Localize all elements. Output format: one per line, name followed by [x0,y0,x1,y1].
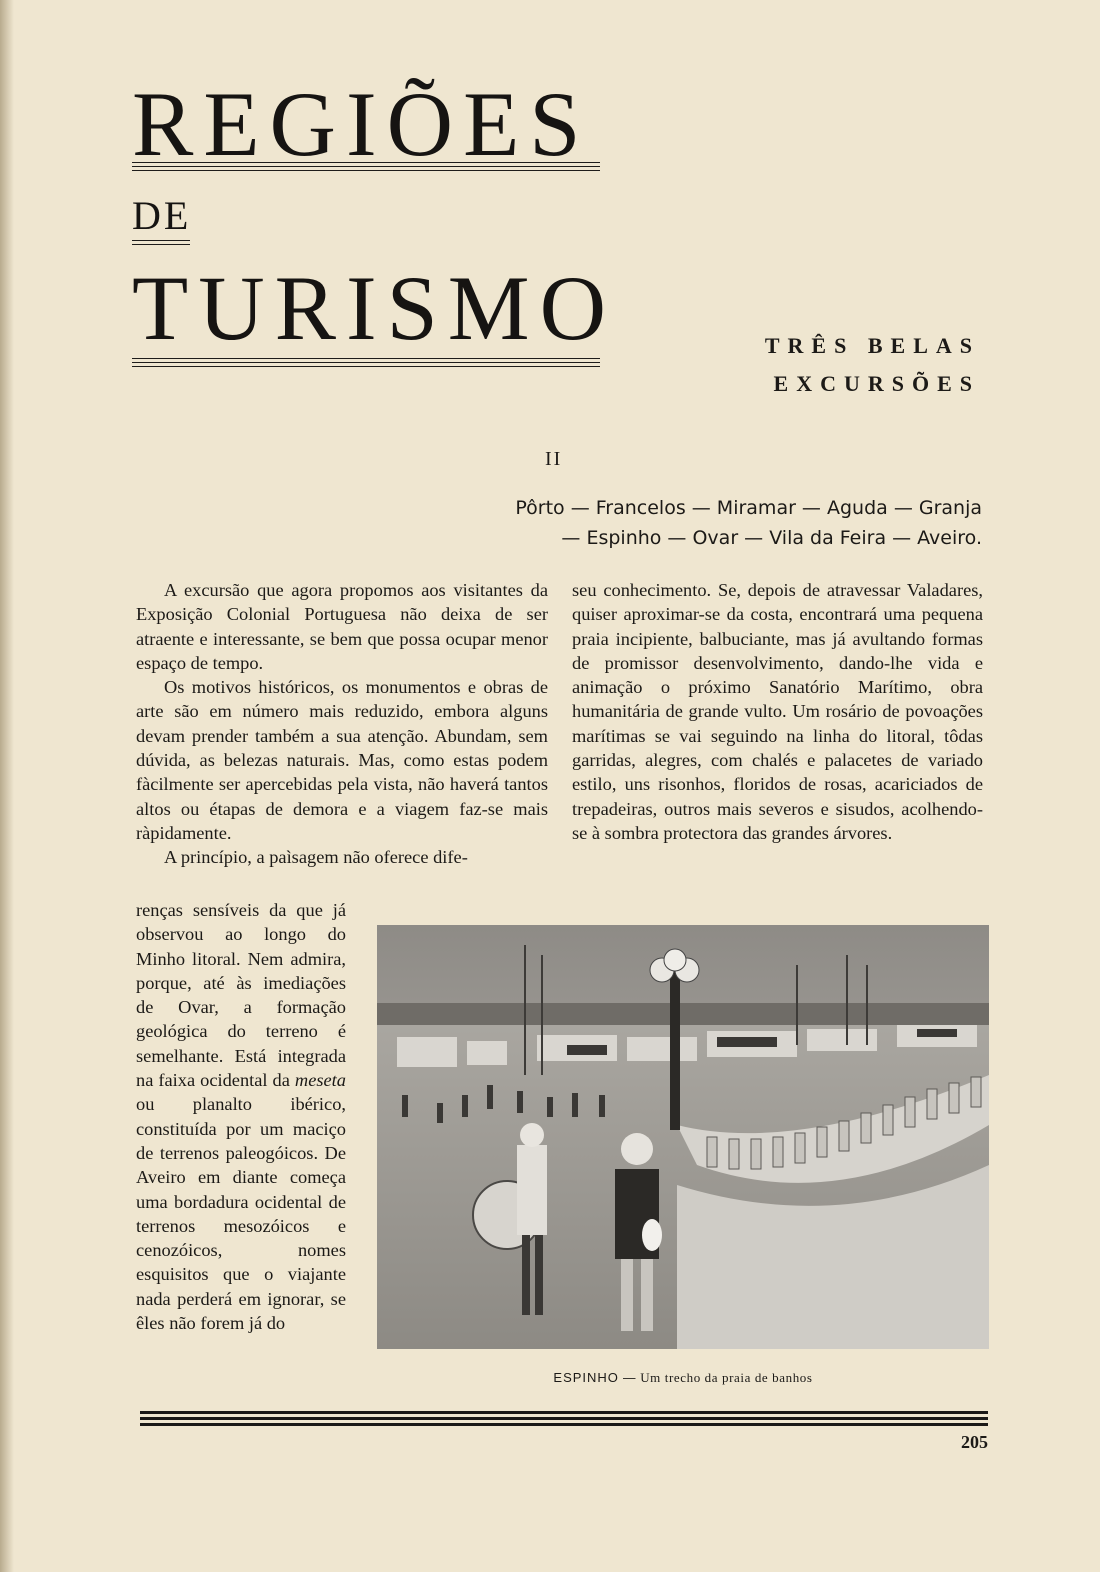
paragraph-3-start: A princípio, a paìsagem não oferece dife- [164,847,468,868]
title-rule-top-2 [132,166,600,167]
title-line-turismo: TURISMO [132,257,617,359]
title-rule-bottom-3 [132,366,600,367]
caption-description: Um trecho da praia de banhos [640,1370,813,1385]
section-number: II [545,448,563,470]
subtitle-line-2: EXCURSÕES [773,371,980,396]
right-column [572,578,983,845]
footer-rule-3 [140,1423,988,1426]
caption-dash: — [623,1371,641,1385]
title-line-regioes: REGIÕES [132,73,591,175]
espinho-beach-photo [377,925,989,1349]
paragraph-3-continued [136,898,346,1335]
de-rule-2 [132,244,190,245]
beach-photo-illustration [377,925,989,1349]
footer-rule-2 [140,1417,988,1420]
title-rule-top-1 [132,162,600,163]
paragraph-1: A excursão que agora propomos aos visitantes da Exposição Colonial Portuguesa não deixa de ser atraente e interessante, se bem que possa ocupar menor espaço de tempo. [136,580,548,673]
wrap-text-italic: meseta [294,1070,346,1091]
wrap-text-post: ou planalto ibérico, constituída por um maciço de terrenos paleogóicos. De Aveiro em diante começa uma bordadura ocidental de terrenos mesozóicos e cenozóicos, nomes esquisitos que o viajante nada perderá em ignorar, se êles não forem já do [136,1094,346,1334]
wrapped-text-column [136,898,346,1335]
page-gutter-shadow [0,0,14,1572]
route-line-2: — Espinho — Ovar — Vila da Feira — Aveiro. [561,527,982,549]
left-column [136,578,548,870]
paragraph-2: Os motivos históricos, os monumentos e obras de arte são em número mais reduzido, embora alguns devam prender também a sua atenção. Abundam, sem dúvida, as belezas naturais. Mas, como estas podem fàcilmente ser apercebidas pela vista, não haverá tantos altos ou étapas de demora e a viagem faz-se mais ràpidamente. [136,677,548,843]
subtitle-line-1: TRÊS BELAS [764,333,980,358]
title-rule-bottom-1 [132,358,600,359]
footer-rule-1 [140,1411,988,1414]
title-line-de: DE [132,193,192,238]
caption-place: ESPINHO [553,1370,619,1385]
page-number: 205 [961,1432,988,1452]
route-line-1: Pôrto — Francelos — Miramar — Aguda — Granja [515,497,982,519]
right-column-paragraph: seu conhecimento. Se, depois de atravessar Valadares, quiser aproximar-se da costa, encontrará uma pequena praia incipiente, balbuciante, mas já avultando formas de promissor desenvolvimento, dando-lhe vida e animação o próximo Sanatório Marítimo, obra humanitária de grande vulto. Um rosário de povoações marítimas se vai seguindo na linha do litoral, tôdas garridas, alegres, com chalés e palacetes de variado estilo, uns risonhos, floridos de rosas, acariciados de trepadeiras, outros mais severos e sisudos, acolhendo-se à sombra protectora das grandes árvores. [572,580,983,843]
de-rule-1 [132,240,190,241]
photo-caption [378,1370,988,1386]
title-rule-top-3 [132,170,600,171]
title-rule-bottom-2 [132,362,600,363]
wrap-text-pre: renças sensíveis da que já observou ao longo do Minho litoral. Nem admira, porque, até às imediações de Ovar, a formação geológica do terreno é semelhante. Está integrada na faixa ocidental da [136,900,346,1091]
